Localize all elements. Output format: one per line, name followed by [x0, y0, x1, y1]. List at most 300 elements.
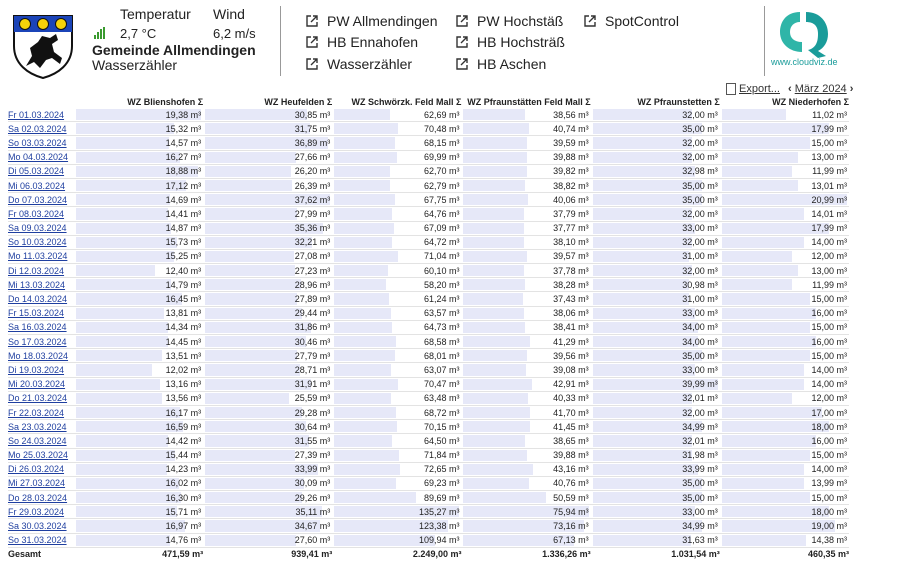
value-text: 14,87 m³ [165, 223, 202, 234]
date-link[interactable]: Mo 11.03.2024 [8, 249, 74, 263]
value-text: 29,26 m³ [294, 492, 331, 503]
value-text: 18,88 m³ [165, 166, 202, 177]
value-cell [74, 221, 203, 235]
value-cell [332, 533, 461, 547]
value-text: 69,99 m³ [423, 152, 460, 163]
column-header[interactable]: WZ Blienshofen Σ [127, 96, 204, 107]
value-cell [203, 122, 332, 136]
date-link[interactable]: So 03.03.2024 [8, 136, 74, 150]
date-link[interactable]: Sa 23.03.2024 [8, 420, 74, 434]
value-cell [203, 519, 332, 533]
value-text: 15,71 m³ [165, 506, 202, 517]
date-link[interactable]: Di 19.03.2024 [8, 363, 74, 377]
date-link[interactable]: Mo 25.03.2024 [8, 448, 74, 462]
wind-label: Wind [213, 6, 245, 22]
value-text: 37,79 m³ [553, 208, 589, 219]
value-text: 32,00 m³ [682, 407, 718, 418]
value-cell [74, 306, 203, 320]
value-text: 16,00 m³ [811, 308, 847, 319]
value-text: 39,56 m³ [553, 350, 589, 361]
value-cell [720, 363, 849, 377]
value-text: 12,40 m³ [165, 265, 202, 276]
value-text: 28,71 m³ [294, 364, 331, 375]
value-text: 34,99 m³ [682, 521, 718, 532]
value-cell [720, 505, 849, 519]
value-text: 27,66 m³ [294, 152, 331, 163]
value-text: 34,00 m³ [682, 336, 718, 347]
municipal-coat-of-arms-icon [6, 6, 80, 80]
value-cell [203, 491, 332, 505]
table-row [8, 193, 849, 207]
value-text: 42,91 m³ [553, 379, 589, 390]
table-row [8, 264, 849, 278]
value-cell [591, 519, 720, 533]
value-cell [74, 278, 203, 292]
date-link[interactable]: Fr 01.03.2024 [8, 108, 74, 122]
value-cell [203, 292, 332, 306]
value-text: 15,73 m³ [165, 237, 202, 248]
link-hb-hochstraess[interactable]: HB Hochsträß [455, 34, 565, 50]
value-cell [461, 349, 590, 363]
value-text: 67,13 m³ [553, 535, 589, 546]
value-text: 15,00 m³ [811, 450, 847, 461]
date-link[interactable]: Mi 06.03.2024 [8, 178, 74, 192]
value-text: 109,94 m³ [418, 535, 460, 546]
value-text: 13,01 m³ [811, 180, 847, 191]
export-icon[interactable] [726, 83, 736, 95]
value-text: 32,00 m³ [682, 265, 718, 276]
value-text: 13,81 m³ [165, 308, 202, 319]
signal-strength-icon [94, 27, 106, 39]
value-cell [203, 533, 332, 547]
value-cell [591, 320, 720, 334]
value-text: 32,00 m³ [682, 109, 718, 120]
value-cell [332, 292, 461, 306]
date-link[interactable]: So 31.03.2024 [8, 533, 74, 547]
date-link[interactable]: Sa 09.03.2024 [8, 221, 74, 235]
value-text: 35,00 m³ [682, 194, 718, 205]
value-cell [461, 434, 590, 448]
value-text: 14,41 m³ [165, 208, 202, 219]
chevron-left-icon[interactable]: ‹ [788, 83, 792, 96]
date-link[interactable]: Sa 30.03.2024 [8, 519, 74, 533]
date-link[interactable]: Do 21.03.2024 [8, 391, 74, 405]
table-body [8, 108, 849, 561]
value-text: 71,04 m³ [423, 251, 460, 262]
value-text: 37,43 m³ [553, 294, 589, 305]
value-text: 30,64 m³ [294, 421, 331, 432]
value-text: 29,44 m³ [294, 308, 331, 319]
value-text: 13,56 m³ [165, 393, 202, 404]
date-link[interactable]: Mi 20.03.2024 [8, 377, 74, 391]
value-text: 14,00 m³ [811, 464, 847, 475]
value-cell [591, 448, 720, 462]
value-cell [203, 108, 332, 122]
total-value: 939,41 m³ [203, 547, 332, 561]
external-link-icon [305, 35, 319, 49]
value-cell [332, 363, 461, 377]
total-value: 1.336,26 m³ [461, 547, 590, 561]
value-cell [203, 264, 332, 278]
value-cell [203, 221, 332, 235]
table-row [8, 448, 849, 462]
value-cell [591, 122, 720, 136]
value-cell [591, 335, 720, 349]
link-hb-ennahofen[interactable]: HB Ennahofen [305, 34, 418, 50]
value-text: 34,99 m³ [682, 421, 718, 432]
value-text: 69,23 m³ [423, 478, 460, 489]
value-text: 31,98 m³ [682, 450, 718, 461]
value-text: 32,00 m³ [682, 152, 718, 163]
date-link[interactable]: Mi 27.03.2024 [8, 476, 74, 490]
link-spotcontrol[interactable]: SpotControl [583, 13, 679, 29]
link-hb-aschen[interactable]: HB Aschen [455, 56, 546, 72]
value-cell [74, 207, 203, 221]
value-cell [332, 505, 461, 519]
value-text: 61,24 m³ [423, 294, 460, 305]
value-cell [720, 335, 849, 349]
table-row [8, 178, 849, 192]
value-text: 27,99 m³ [294, 208, 331, 219]
value-text: 35,00 m³ [682, 180, 718, 191]
value-text: 39,88 m³ [553, 152, 589, 163]
value-text: 15,00 m³ [811, 294, 847, 305]
value-cell [203, 335, 332, 349]
column-header[interactable]: WZ Schwörzk. Feld Mall Σ [351, 96, 462, 107]
date-link[interactable]: Do 07.03.2024 [8, 193, 74, 207]
value-cell [461, 320, 590, 334]
date-link[interactable]: Di 26.03.2024 [8, 462, 74, 476]
value-text: 13,99 m³ [811, 478, 847, 489]
value-cell [720, 292, 849, 306]
value-cell [591, 136, 720, 150]
table-row [8, 320, 849, 334]
value-text: 35,00 m³ [682, 492, 718, 503]
value-cell [74, 420, 203, 434]
total-value: 2.249,00 m³ [332, 547, 461, 561]
value-text: 41,29 m³ [553, 336, 589, 347]
value-text: 15,00 m³ [811, 492, 847, 503]
date-link[interactable]: So 17.03.2024 [8, 335, 74, 349]
total-value: 1.031,54 m³ [591, 547, 720, 561]
date-link[interactable]: Mi 13.03.2024 [8, 278, 74, 292]
value-text: 70,15 m³ [423, 421, 460, 432]
value-text: 17,00 m³ [811, 407, 847, 418]
value-text: 62,79 m³ [423, 180, 460, 191]
value-cell [591, 306, 720, 320]
value-cell [203, 377, 332, 391]
table-header-row [8, 95, 849, 108]
value-cell [591, 505, 720, 519]
value-text: 63,48 m³ [423, 393, 460, 404]
value-text: 38,56 m³ [553, 109, 589, 120]
external-link-icon [305, 57, 319, 71]
external-link-icon [455, 35, 469, 49]
value-text: 33,99 m³ [294, 464, 331, 475]
value-text: 33,00 m³ [682, 364, 718, 375]
date-link[interactable]: Fr 29.03.2024 [8, 505, 74, 519]
value-cell [461, 221, 590, 235]
external-link-icon [455, 14, 469, 28]
value-cell [591, 178, 720, 192]
value-text: 19,00 m³ [811, 521, 847, 532]
value-cell [203, 178, 332, 192]
value-text: 60,10 m³ [423, 265, 460, 276]
column-header[interactable]: WZ Heufelden Σ [264, 96, 333, 107]
chevron-right-icon[interactable]: › [849, 83, 854, 96]
value-cell [203, 420, 332, 434]
value-cell [461, 193, 590, 207]
table-row [8, 363, 849, 377]
value-text: 16,30 m³ [165, 492, 202, 503]
value-cell [74, 448, 203, 462]
value-text: 14,00 m³ [811, 237, 847, 248]
value-text: 32,00 m³ [682, 208, 718, 219]
value-text: 41,45 m³ [553, 421, 589, 432]
date-link[interactable]: Di 12.03.2024 [8, 264, 74, 278]
value-cell [332, 476, 461, 490]
value-cell [461, 150, 590, 164]
value-cell [74, 533, 203, 547]
value-cell [203, 193, 332, 207]
value-cell [720, 476, 849, 490]
value-text: 32,00 m³ [682, 237, 718, 248]
value-cell [720, 264, 849, 278]
value-text: 40,76 m³ [553, 478, 589, 489]
value-cell [720, 193, 849, 207]
date-link[interactable]: Sa 02.03.2024 [8, 122, 74, 136]
date-link[interactable]: Fr 22.03.2024 [8, 405, 74, 419]
value-text: 73,16 m³ [553, 521, 589, 532]
value-text: 13,00 m³ [811, 152, 847, 163]
value-cell [720, 405, 849, 419]
value-cell [332, 278, 461, 292]
value-text: 14,23 m³ [165, 464, 202, 475]
brand-url[interactable]: www.cloudviz.de [771, 57, 838, 67]
value-text: 62,70 m³ [423, 166, 460, 177]
value-cell [332, 405, 461, 419]
table-row [8, 420, 849, 434]
value-text: 14,42 m³ [165, 435, 202, 446]
value-cell [461, 122, 590, 136]
value-text: 32,01 m³ [682, 393, 718, 404]
value-cell [591, 391, 720, 405]
value-cell [332, 491, 461, 505]
value-cell [203, 448, 332, 462]
value-cell [332, 122, 461, 136]
temperature-value: 2,7 °C [120, 26, 157, 41]
value-text: 40,06 m³ [553, 194, 589, 205]
value-cell [332, 207, 461, 221]
date-link[interactable]: Sa 16.03.2024 [8, 320, 74, 334]
value-text: 64,76 m³ [423, 208, 460, 219]
value-text: 25,59 m³ [294, 393, 331, 404]
value-cell [720, 178, 849, 192]
value-text: 40,33 m³ [553, 393, 589, 404]
value-cell [203, 136, 332, 150]
value-cell [461, 505, 590, 519]
value-text: 30,98 m³ [682, 279, 718, 290]
value-cell [332, 108, 461, 122]
value-text: 30,09 m³ [294, 478, 331, 489]
value-cell [461, 292, 590, 306]
wind-value: 6,2 m/s [213, 26, 256, 41]
link-wasserzaehler[interactable]: Wasserzähler [305, 56, 412, 72]
value-text: 39,99 m³ [682, 379, 718, 390]
value-cell [203, 235, 332, 249]
date-link[interactable]: Mo 04.03.2024 [8, 150, 74, 164]
value-text: 13,16 m³ [165, 379, 202, 390]
value-text: 26,39 m³ [294, 180, 331, 191]
value-cell [591, 207, 720, 221]
value-text: 31,63 m³ [682, 535, 718, 546]
value-text: 38,82 m³ [553, 180, 589, 191]
date-link[interactable]: So 10.03.2024 [8, 235, 74, 249]
value-cell [74, 377, 203, 391]
total-label: Gesamt [8, 547, 74, 561]
value-text: 13,51 m³ [165, 350, 202, 361]
table-row [8, 491, 849, 505]
value-text: 14,45 m³ [165, 336, 202, 347]
value-text: 64,72 m³ [423, 237, 460, 248]
value-cell [720, 306, 849, 320]
value-cell [74, 349, 203, 363]
value-text: 17,99 m³ [811, 223, 847, 234]
value-cell [591, 264, 720, 278]
date-link[interactable]: Mo 18.03.2024 [8, 349, 74, 363]
link-pw-hochstaess[interactable]: PW Hochstäß [455, 13, 563, 29]
value-cell [461, 249, 590, 263]
value-text: 31,00 m³ [682, 294, 718, 305]
export-link[interactable]: Export... [739, 83, 780, 96]
value-text: 14,76 m³ [165, 535, 202, 546]
value-cell [332, 150, 461, 164]
value-cell [720, 108, 849, 122]
value-cell [591, 491, 720, 505]
value-cell [332, 178, 461, 192]
value-cell [332, 249, 461, 263]
value-text: 16,00 m³ [811, 336, 847, 347]
value-text: 12,02 m³ [165, 364, 202, 375]
value-cell [591, 193, 720, 207]
table-row [8, 377, 849, 391]
water-meter-table [8, 95, 849, 561]
value-text: 38,28 m³ [553, 279, 589, 290]
value-text: 16,27 m³ [165, 152, 202, 163]
table-row [8, 519, 849, 533]
value-cell [591, 292, 720, 306]
value-cell [591, 235, 720, 249]
table-row [8, 405, 849, 419]
value-text: 28,96 m³ [294, 279, 331, 290]
value-cell [591, 420, 720, 434]
value-cell [203, 278, 332, 292]
table-row [8, 533, 849, 547]
value-cell [461, 491, 590, 505]
table-row [8, 335, 849, 349]
value-cell [332, 349, 461, 363]
external-link-icon [305, 14, 319, 28]
column-header[interactable]: WZ Pfraunstätten Feld Mall Σ [467, 96, 591, 107]
value-text: 14,00 m³ [811, 364, 847, 375]
value-cell [720, 491, 849, 505]
value-cell [720, 278, 849, 292]
temperature-label: Temperatur [120, 6, 191, 22]
value-text: 15,00 m³ [811, 137, 847, 148]
value-cell [332, 193, 461, 207]
table-row [8, 136, 849, 150]
value-cell [461, 264, 590, 278]
date-link[interactable]: So 24.03.2024 [8, 434, 74, 448]
value-cell [203, 349, 332, 363]
value-text: 38,65 m³ [553, 435, 589, 446]
divider [280, 6, 281, 76]
value-cell [720, 462, 849, 476]
column-header[interactable]: WZ Pfraunstetten Σ [637, 96, 720, 107]
value-cell [74, 108, 203, 122]
date-link[interactable]: Do 28.03.2024 [8, 491, 74, 505]
value-text: 35,11 m³ [295, 506, 331, 517]
value-text: 39,59 m³ [553, 137, 589, 148]
value-cell [720, 349, 849, 363]
value-cell [720, 434, 849, 448]
value-cell [461, 405, 590, 419]
value-cell [74, 505, 203, 519]
value-text: 35,00 m³ [682, 478, 718, 489]
value-text: 31,75 m³ [294, 123, 331, 134]
value-text: 15,32 m³ [165, 123, 202, 134]
total-row [8, 547, 849, 561]
value-cell [720, 448, 849, 462]
value-cell [203, 320, 332, 334]
value-text: 14,01 m³ [811, 208, 847, 219]
value-text: 14,57 m³ [165, 137, 202, 148]
value-cell [720, 533, 849, 547]
value-text: 31,55 m³ [294, 435, 331, 446]
value-cell [591, 249, 720, 263]
value-cell [591, 405, 720, 419]
value-cell [720, 249, 849, 263]
value-cell [720, 377, 849, 391]
value-cell [461, 278, 590, 292]
value-text: 63,57 m³ [423, 308, 460, 319]
value-cell [74, 519, 203, 533]
date-link[interactable]: Fr 15.03.2024 [8, 306, 74, 320]
date-link[interactable]: Do 14.03.2024 [8, 292, 74, 306]
value-text: 68,01 m³ [423, 350, 460, 361]
value-cell [332, 320, 461, 334]
value-cell [74, 476, 203, 490]
column-header[interactable]: WZ Niederhofen Σ [772, 96, 849, 107]
value-text: 67,09 m³ [423, 223, 460, 234]
site-name: Gemeinde Allmendingen [92, 42, 256, 58]
value-text: 27,23 m³ [294, 265, 331, 276]
value-cell [74, 249, 203, 263]
date-link[interactable]: Di 05.03.2024 [8, 164, 74, 178]
month-selector[interactable]: März 2024 [794, 83, 847, 96]
value-text: 16,59 m³ [165, 421, 202, 432]
date-link[interactable]: Fr 08.03.2024 [8, 207, 74, 221]
value-text: 16,00 m³ [811, 435, 847, 446]
value-cell [591, 476, 720, 490]
value-text: 35,36 m³ [294, 223, 331, 234]
value-text: 17,12 m³ [165, 180, 202, 191]
total-value: 460,35 m³ [720, 547, 849, 561]
value-text: 27,39 m³ [294, 450, 331, 461]
value-cell [332, 448, 461, 462]
link-pw-allmendingen[interactable]: PW Allmendingen [305, 13, 438, 29]
value-cell [203, 249, 332, 263]
